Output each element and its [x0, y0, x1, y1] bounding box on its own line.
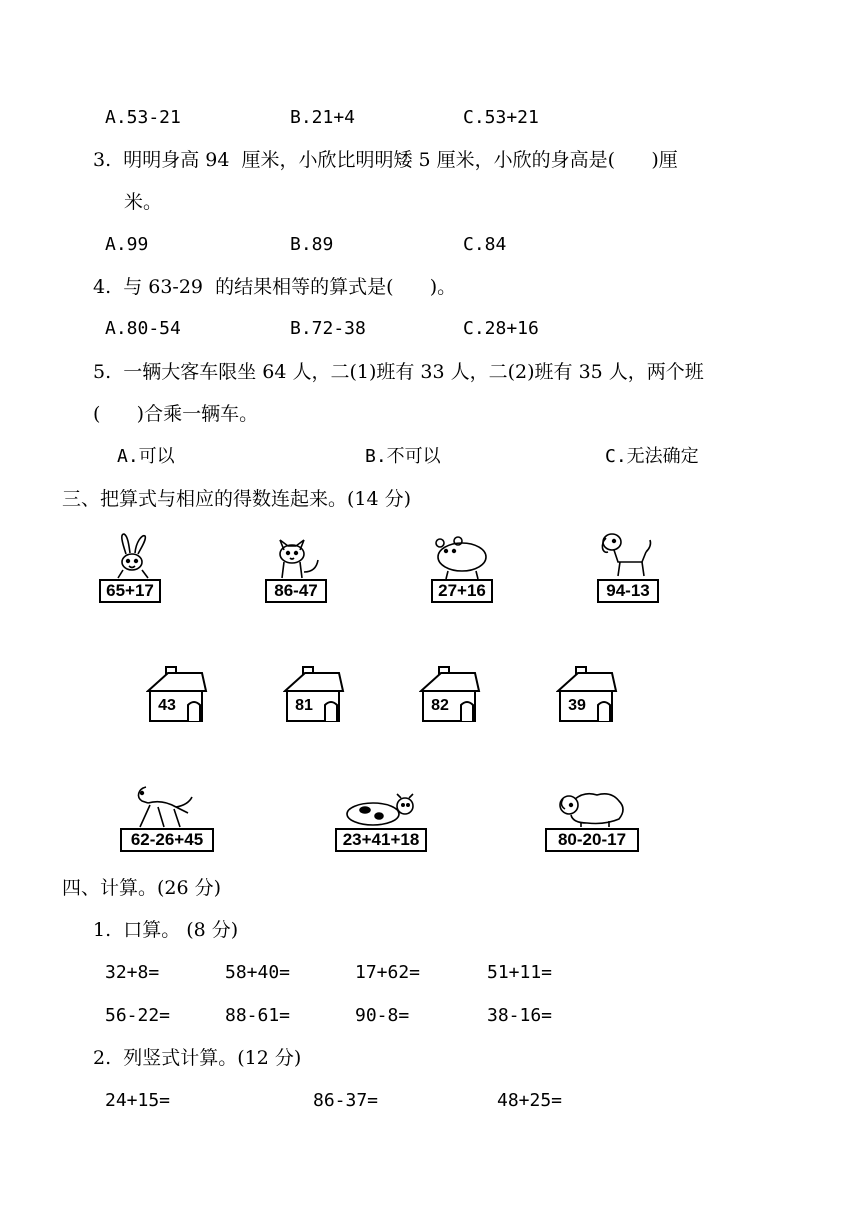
- expression-box[interactable]: 65+17: [99, 579, 161, 603]
- dog-icon: [598, 530, 656, 578]
- q5-text-cont: ( )合乘一辆车。: [93, 403, 259, 425]
- oral-problem: 32+8=: [105, 962, 160, 983]
- expression-box[interactable]: 86-47: [265, 579, 327, 603]
- oral-calc-title: 1. 口算。 (8 分): [93, 919, 239, 941]
- q5-option-b: B.不可以: [365, 446, 441, 467]
- q5-option-c: C.无法确定: [605, 446, 699, 467]
- house-number: 39: [568, 697, 586, 714]
- q4-option-c: C.28+16: [463, 318, 539, 339]
- q3-option-c: C.84: [463, 234, 507, 255]
- q4-option-a: A.80-54: [105, 318, 181, 339]
- expression-box[interactable]: 23+41+18: [335, 828, 427, 852]
- oral-problem: 90-8=: [355, 1005, 410, 1026]
- oral-problem: 17+62=: [355, 962, 421, 983]
- oral-problem: 88-61=: [225, 1005, 291, 1026]
- q4-text: 4. 与 63-29 的结果相等的算式是( )。: [93, 276, 457, 298]
- cow-icon: [343, 792, 419, 828]
- oral-problem: 51+11=: [487, 962, 553, 983]
- house-number: 81: [295, 697, 313, 714]
- q2-option-a: A.53-21: [105, 107, 181, 128]
- horse-icon: [128, 783, 198, 829]
- q2-option-b: B.21+4: [290, 107, 356, 128]
- oral-problem: 58+40=: [225, 962, 291, 983]
- q2-option-c: C.53+21: [463, 107, 539, 128]
- vertical-calc-title: 2. 列竖式计算。(12 分): [93, 1047, 302, 1069]
- sheep-icon: [555, 789, 629, 829]
- vertical-problem: 86-37=: [313, 1090, 379, 1111]
- q5-option-a: A.可以: [117, 446, 175, 467]
- house-icon[interactable]: [283, 665, 345, 723]
- expression-box[interactable]: 94-13: [597, 579, 659, 603]
- house-icon[interactable]: [146, 665, 208, 723]
- expression-box[interactable]: 80-20-17: [545, 828, 639, 852]
- q5-text: 5. 一辆大客车限坐 64 人，二(1)班有 33 人，二(2)班有 35 人，两个班: [93, 361, 704, 383]
- oral-problem: 56-22=: [105, 1005, 171, 1026]
- q3-option-b: B.89: [290, 234, 334, 255]
- q3-text-cont: 米。: [124, 191, 163, 213]
- house-number: 82: [431, 697, 449, 714]
- section-4-title: 四、计算。(26 分): [62, 877, 222, 899]
- oral-problem: 38-16=: [487, 1005, 553, 1026]
- house-icon[interactable]: [556, 665, 618, 723]
- rabbit-icon: [108, 532, 158, 580]
- house-number: 43: [158, 697, 176, 714]
- q3-text: 3. 明明身高 94 厘米，小欣比明明矮 5 厘米，小欣的身高是( )厘: [93, 149, 678, 171]
- expression-box[interactable]: 27+16: [431, 579, 493, 603]
- section-3-title: 三、把算式与相应的得数连起来。(14 分): [62, 488, 412, 510]
- house-icon[interactable]: [419, 665, 481, 723]
- vertical-problem: 24+15=: [105, 1090, 171, 1111]
- expression-box[interactable]: 62-26+45: [120, 828, 214, 852]
- vertical-problem: 48+25=: [497, 1090, 563, 1111]
- cat-icon: [270, 532, 324, 580]
- q4-option-b: B.72-38: [290, 318, 366, 339]
- q3-option-a: A.99: [105, 234, 149, 255]
- bear-icon: [432, 535, 492, 580]
